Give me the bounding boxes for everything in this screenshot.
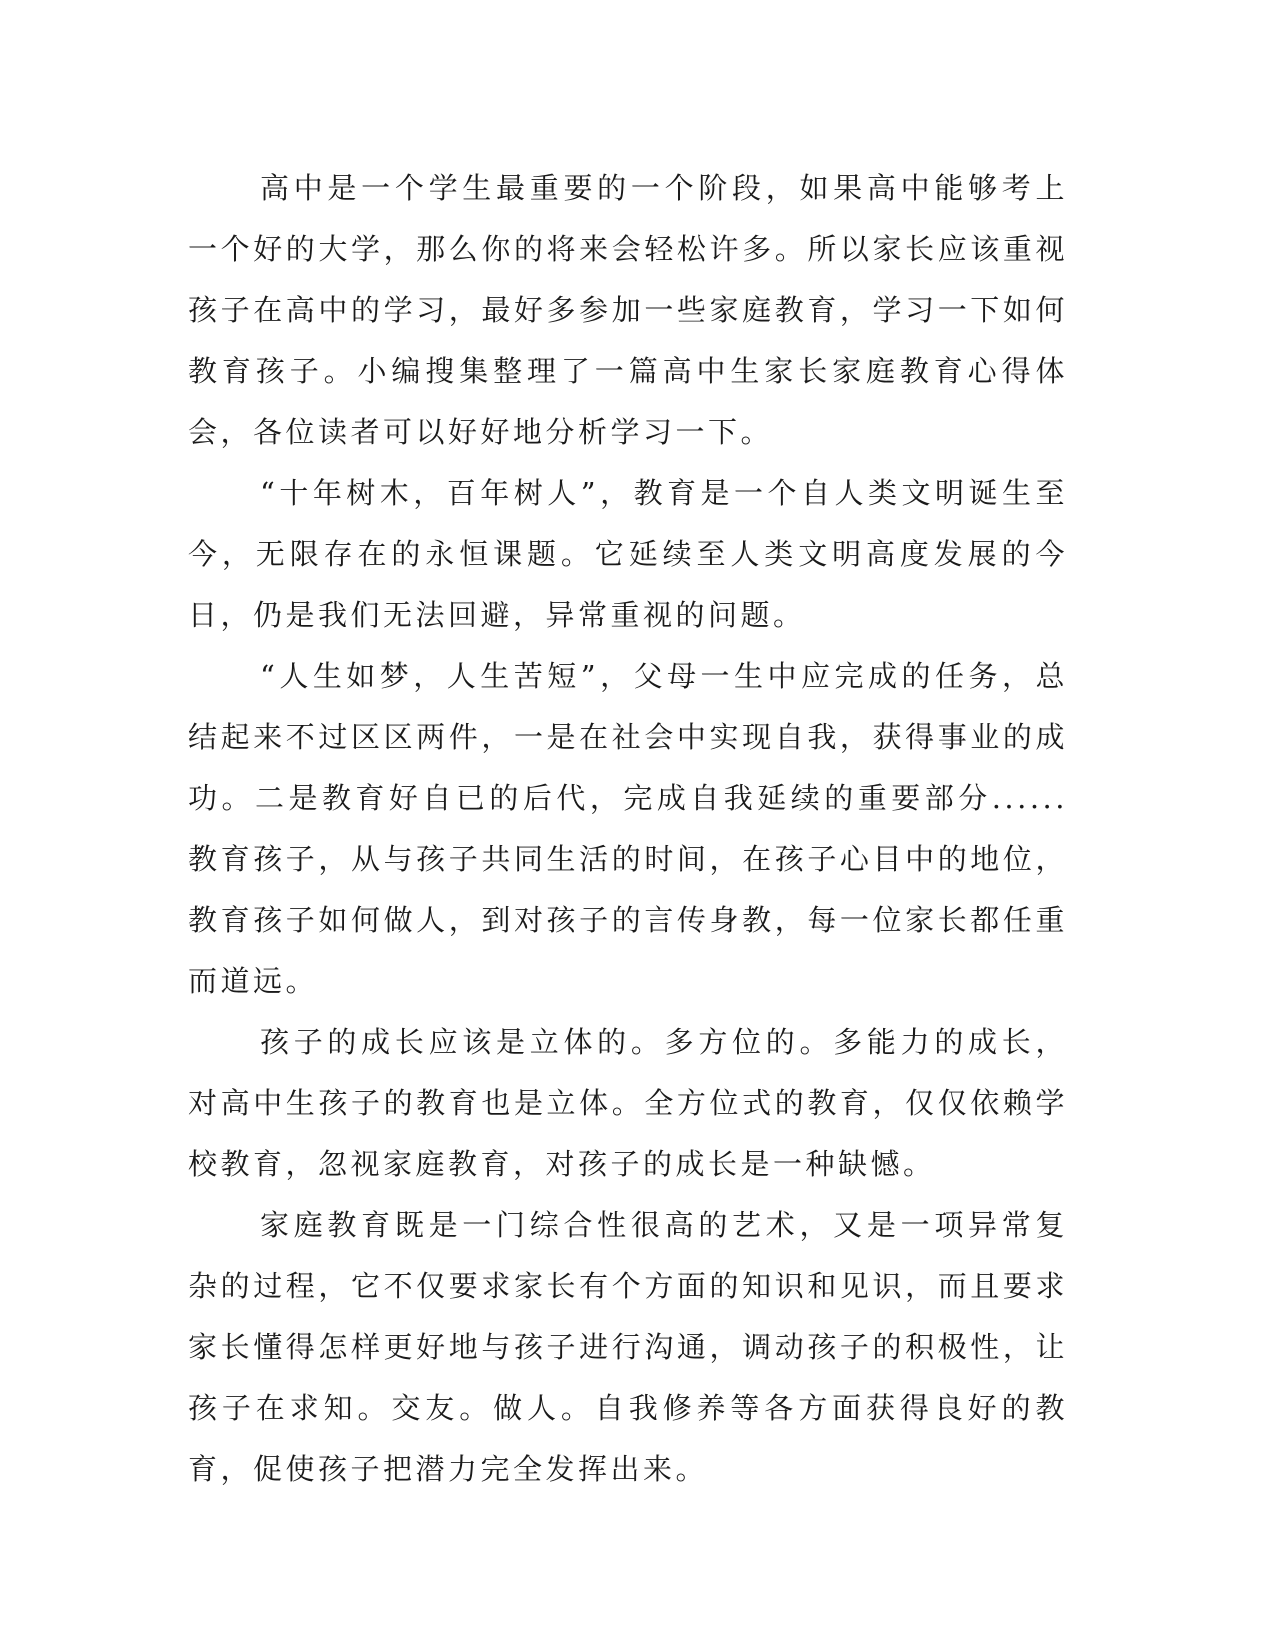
paragraph-5: 家庭教育既是一门综合性很高的艺术，又是一项异常复杂的过程，它不仅要求家长有个方面的知识和见识，而且要求家长懂得怎样更好地与孩子进行沟通，调动孩子的积极性，让孩子在求知。交友。做人。自我修养等各方面获得良好的教育，促使孩子把潜力完全发挥出来。: [188, 1208, 1068, 1486]
paragraph-3: “人生如梦，人生苦短”，父母一生中应完成的任务，总结起来不过区区两件，一是在社会中实现自我，获得事业的成功。二是教育好自已的后代，完成自我延续的重要部分......教育孩子，从与孩子共同生活的时间，在孩子心目中的地位，教育孩子如何做人，到对孩子的言传身教，每一位家长都任重而道远。: [188, 659, 1068, 998]
paragraph-4: 孩子的成长应该是立体的。多方位的。多能力的成长，对高中生孩子的教育也是立体。全方位式的教育，仅仅依赖学校教育，忽视家庭教育，对孩子的成长是一种缺憾。: [188, 1025, 1068, 1181]
paragraph-1: 高中是一个学生最重要的一个阶段，如果高中能够考上一个好的大学，那么你的将来会轻松许多。所以家长应该重视孩子在高中的学习，最好多参加一些家庭教育，学习一下如何教育孩子。小编搜集整理了一篇高中生家长家庭教育心得体会，各位读者可以好好地分析学习一下。: [188, 171, 1068, 449]
document-body: [188, 158, 1068, 1500]
paragraph-2: “十年树木，百年树人”，教育是一个自人类文明诞生至今，无限存在的永恒课题。它延续至人类文明高度发展的今日，仍是我们无法回避，异常重视的问题。: [188, 476, 1068, 632]
